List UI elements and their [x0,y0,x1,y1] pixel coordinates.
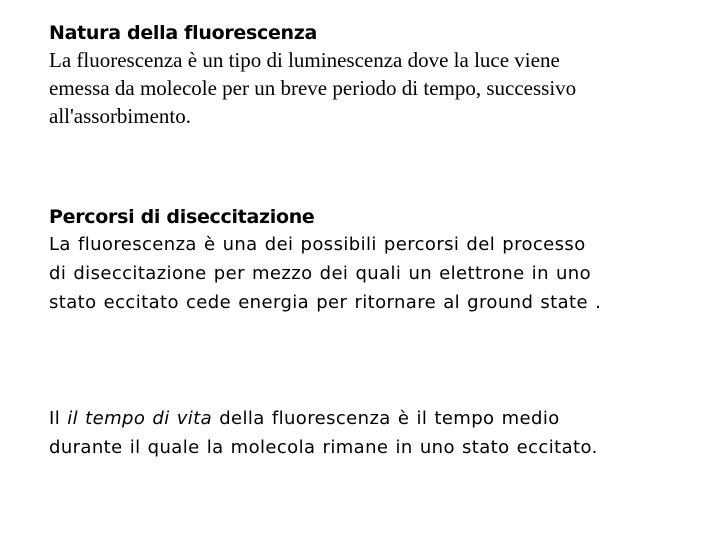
section-heading: Natura della fluorescenza [49,22,318,44]
section-heading: Percorsi di diseccitazione [49,206,315,228]
paragraph-line [49,404,598,433]
section-paragraph [49,230,601,317]
paragraph-line: La fluorescenza è una dei possibili percorsi del processo [49,234,586,255]
paragraph-line: emessa da molecole per un breve periodo di tempo, successivo [49,76,577,100]
section-paragraph [49,46,576,130]
paragraph-line: durante il quale la molecola rimane in uno stato eccitato. [49,437,598,458]
line-suffix: della fluorescenza è il tempo medio [212,408,560,429]
section-paragraph [49,404,598,462]
section-tempo-di-vita [49,404,598,462]
line-prefix: Il [49,408,68,429]
section-percorsi-diseccitazione [49,205,601,317]
paragraph-line: di diseccitazione per mezzo dei quali un elettrone in uno [49,263,592,284]
paragraph-line: stato eccitato cede energia per ritornare al ground state . [49,292,602,313]
italic-term: il tempo di vita [67,408,213,429]
section-natura-fluorescenza [49,21,576,130]
paragraph-line: La fluorescenza è un tipo di luminescenza dove la luce viene [49,48,560,72]
paragraph-line: all'assorbimento. [49,104,192,128]
